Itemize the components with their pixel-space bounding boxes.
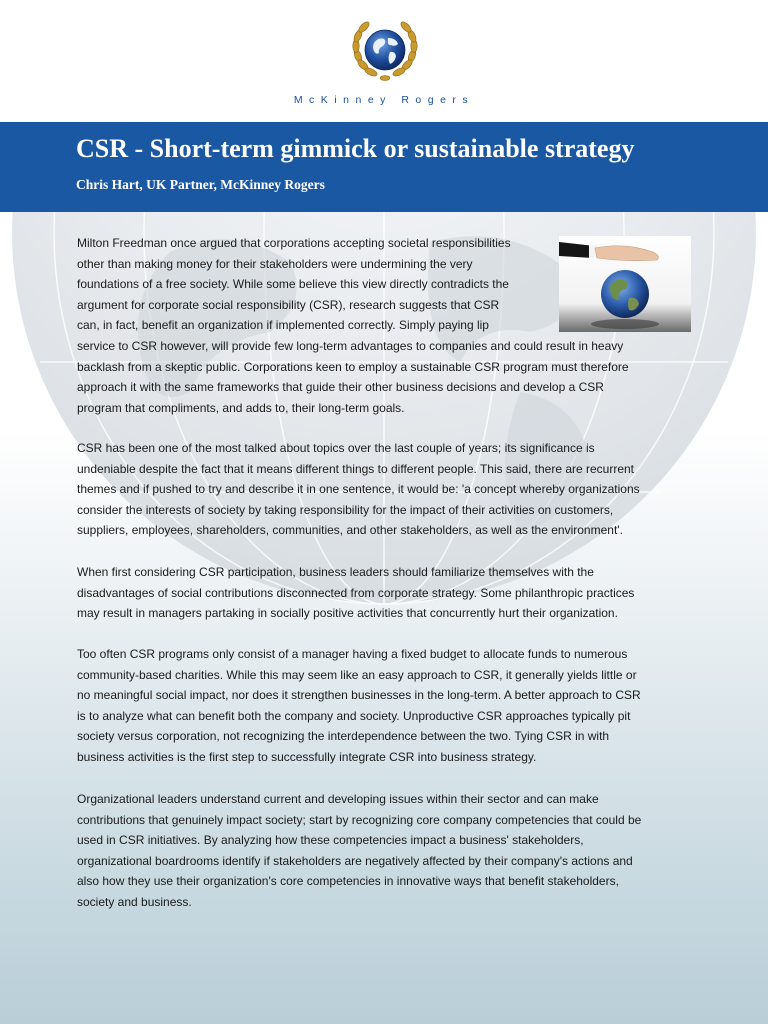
- paragraph-2: [77, 438, 697, 541]
- paragraph-line: approach it with the same frameworks that guide their other business decisions and develop a CSR: [77, 380, 604, 395]
- page-header: [0, 0, 768, 122]
- paragraph-line: other than making money for their stakeholders were undermining the very: [77, 256, 473, 271]
- paragraph-line: disadvantages of social contributions disconnected from corporate strategy. Some philanthropic practices: [77, 585, 635, 600]
- paragraph-line: used in CSR initiatives. By analyzing how these competencies impact a business' stakeholders,: [77, 833, 584, 848]
- paragraph-line: undeniable despite the fact that it means different things to different people. This said, there are recurrent: [77, 461, 635, 476]
- paragraph-line: society versus corporation, not recognizing the interdependence between the two. Tying CSR in with: [77, 729, 610, 744]
- paragraph-line: argument for corporate social responsibility (CSR), research suggests that CSR: [77, 297, 500, 312]
- paragraph-line: contributions that genuinely impact society; start by recognizing core company competencies that could be: [77, 812, 642, 827]
- paragraph-line: consider the interests of society by taking responsibility for the impact of their activities on customers,: [77, 502, 614, 517]
- laurel-globe-logo-icon: [348, 12, 422, 86]
- paragraph-line: themes and if pushed to try and describe it in one sentence, it would be: 'a concept whereby organizations: [77, 482, 640, 497]
- company-name: McKinney Rogers: [293, 94, 475, 106]
- paragraph-5: [77, 789, 697, 913]
- paragraph-line: CSR has been one of the most talked about topics over the last couple of years; its significance is: [77, 441, 595, 455]
- paragraph-1: [77, 233, 697, 418]
- paragraph-3: [77, 562, 697, 624]
- paragraph-line: Organizational leaders understand current and developing issues within their sector and can make: [77, 792, 599, 806]
- paragraph-line: business activities is the first step to successfully integrate CSR into business strategy.: [77, 749, 537, 764]
- paragraph-4: [77, 644, 697, 768]
- paragraph-line: When first considering CSR participation, business leaders should familiarize themselves with the: [77, 565, 594, 579]
- paragraph-line: may result in managers partaking in socially positive activities that concurrently hurt their organization.: [77, 606, 618, 621]
- paragraph-line: Too often CSR programs only consist of a manager having a fixed budget to allocate funds to numerous: [77, 647, 628, 661]
- paragraph-line: also how they use their organization's core competencies in innovative ways that benefit stakeholders,: [77, 874, 619, 889]
- paragraph-line: foundations of a free society. While some believe this view directly contradicts the: [77, 277, 509, 292]
- paragraph-line: no meaningful social impact, nor does it strengthen businesses in the long-term. A better approach to CSR: [77, 688, 641, 703]
- document-title: CSR - Short-term gimmick or sustainable strategy: [76, 134, 635, 163]
- paragraph-line: is to analyze what can benefit both the company and society. Unproductive CSR approaches typically pit: [77, 708, 631, 723]
- paragraph-line: service to CSR however, will provide few long-term advantages to companies and could result in heavy: [77, 338, 624, 353]
- paragraph-line: society and business.: [77, 894, 192, 909]
- document-author: Chris Hart, UK Partner, McKinney Rogers: [76, 177, 325, 192]
- paragraph-line: Milton Freedman once argued that corporations accepting societal responsibilities: [77, 236, 511, 250]
- paragraph-line: can, in fact, benefit an organization if implemented correctly. Simply paying lip: [77, 318, 489, 333]
- paragraph-line: backlash from a skeptic public. Corporations keen to employ a sustainable CSR program must therefore: [77, 359, 629, 374]
- paragraph-line: program that compliments, and adds to, their long-term goals.: [77, 400, 405, 415]
- paragraph-line: organizational boardrooms identify if stakeholders are negatively affected by their company's actions and: [77, 853, 633, 868]
- paragraph-line: community-based charities. While this may seem like an easy approach to CSR, it generally yields little or: [77, 667, 637, 682]
- paragraph-line: suppliers, employees, shareholders, communities, and other stakeholders, as well as the environment'.: [77, 523, 623, 538]
